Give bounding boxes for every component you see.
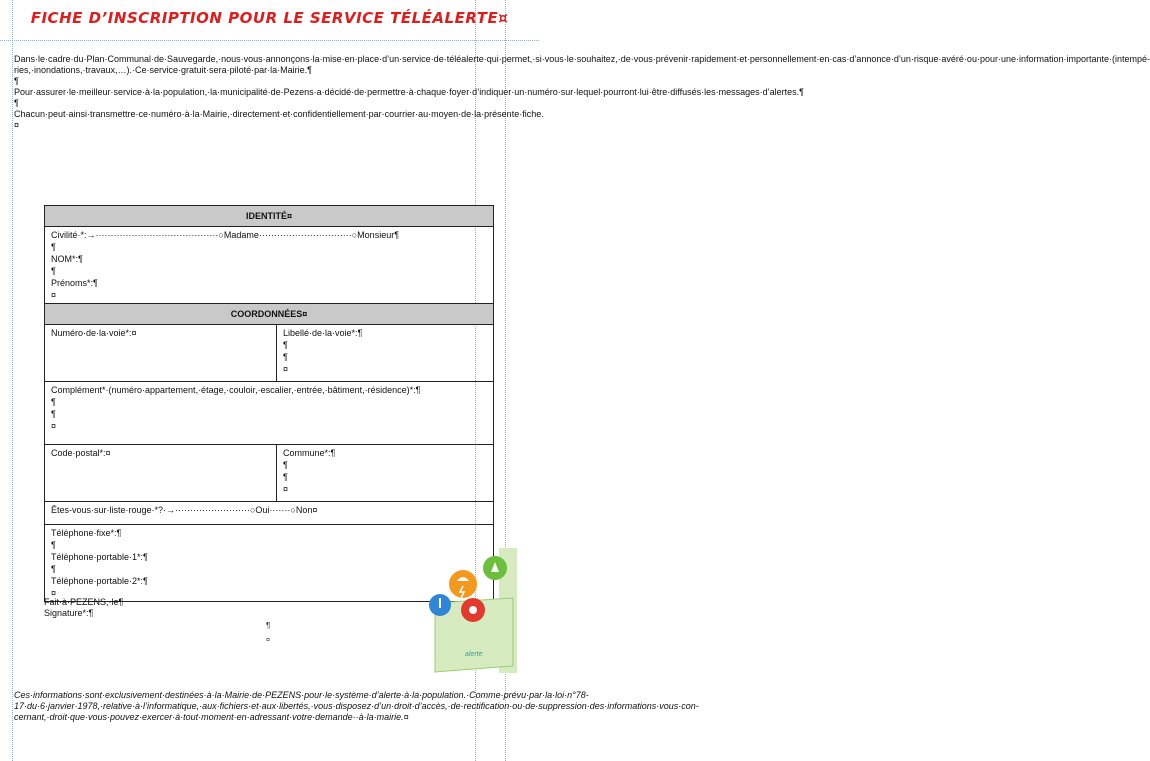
prenoms-field[interactable]: Prénoms*:¶	[51, 278, 98, 288]
signature-block	[44, 597, 123, 619]
tel-portable-2-label: Téléphone·portable·2*:¶	[51, 576, 148, 586]
intro-paragraph-mark: ¶	[14, 76, 19, 86]
alert-caption: alerte	[465, 651, 483, 658]
fait-a-line[interactable]: Fait·à·PEZENS,·le¶	[44, 597, 124, 607]
cell-end-mark: ¤	[266, 637, 270, 644]
intro-text	[14, 54, 1150, 131]
sun-icon	[469, 606, 477, 614]
voie-row	[45, 325, 493, 382]
cell-end-mark: ¤	[51, 290, 57, 300]
cell-end-mark: ¤	[51, 421, 57, 431]
commune-row	[45, 445, 493, 502]
nom-field[interactable]: NOM*:¶	[51, 254, 83, 264]
intro-paragraph-2: Pour·assurer·le·meilleur·service·à·la·population,·la·municipalité·de·Pezens·a·décidé·de·permettre·à·chaque·foyer·d’indiquer·un·numéro·sur·lequel·pourront·lui·être·diffusés·les·messages·d’alertes.¶	[14, 87, 804, 97]
paragraph-mark: ¶	[51, 564, 56, 574]
identite-block	[45, 227, 493, 304]
alert-illustration-svg	[427, 548, 519, 673]
identite-header: IDENTITÉ¤	[45, 206, 493, 227]
complement-label: Complément*·(numéro·appartement,·étage,·couloir,·escalier,·entrée,·bâtiment,·résidence)*:¶	[51, 385, 421, 395]
tel-fixe-label: Téléphone·fixe*:¶	[51, 528, 122, 538]
commune-label: Commune*:¶	[283, 448, 336, 458]
cell-end-mark: ¤	[283, 364, 289, 374]
signature-line[interactable]: Signature*:¶	[44, 608, 94, 618]
alert-illustration	[427, 548, 519, 673]
paragraph-mark: ¶	[283, 340, 288, 350]
telephone-block[interactable]	[45, 525, 493, 601]
thermometer-icon	[439, 598, 441, 608]
commune-field[interactable]	[277, 445, 493, 501]
paragraph-mark: ¶	[51, 540, 56, 550]
margin-guide-top	[0, 40, 539, 41]
complement-field[interactable]	[45, 382, 493, 445]
intro-paragraph-3: Chacun·peut·ainsi·transmettre·ce·numéro·à·la·Mairie,·directement·et·confidentiellement·par·courrier·au·moyen·de·la·présente·fiche.¤	[14, 109, 544, 130]
page-title: FICHE D’INSCRIPTION POUR LE SERVICE TÉLÉALERTE¤	[30, 9, 509, 27]
cell-end-mark: ¤	[283, 484, 289, 494]
intro-paragraph-mark: ¶	[14, 98, 19, 108]
paragraph-mark: ¶	[51, 409, 56, 419]
liste-rouge-label: Êtes-vous·sur·liste·rouge·*?·→·························○Oui·······○Non¤	[51, 505, 318, 515]
civilite-field[interactable]: Civilité·*:→·········································○Madame·······························○Monsieur¶	[51, 230, 400, 240]
liste-rouge-field[interactable]	[45, 502, 493, 525]
numero-voie-label: Numéro·de·la·voie*:¤	[51, 328, 137, 338]
libelle-voie-field[interactable]	[277, 325, 493, 381]
tel-portable-1-label: Téléphone·portable·1*:¶	[51, 552, 148, 562]
paragraph-mark: ¶	[283, 460, 288, 470]
paragraph-mark: ¶	[283, 352, 288, 362]
cell-end-mark: ¤	[51, 588, 57, 598]
margin-guide-left	[12, 0, 13, 761]
paragraph-mark: ¶	[51, 266, 56, 276]
paragraph-mark: ¶	[51, 397, 56, 407]
code-postal-label: Code·postal*:¤	[51, 448, 111, 458]
registration-form-table	[44, 205, 494, 602]
legal-notice: Ces·informations·sont·exclusivement·destinées·à·la·Mairie·de·PEZENS·pour·le·système·d’alerte·à·la·population.·Comme·prévu·par·la·loi·n°78-17·du·6·janvier·1978,·relative·à·l’informatique,·aux·fichiers·et·aux·libertés,·vous·disposez·d’un·droit·d’accès,·de·rectification·ou·de·suppression·des·informations·vous·con-cernant,·droit·que·vous·pouvez·exercer·à·tout·moment·en·adressant·votre·demande··à·la·mairie.¤	[14, 690, 699, 722]
code-postal-field[interactable]	[45, 445, 277, 501]
intro-paragraph-1: Dans·le·cadre·du·Plan·Communal·de·Sauvegarde,·nous·vous·annonçons·la·mise·en·place·d’un·service·de·téléalerte·qui·permet,·si·vous·le·souhaitez,·de·vous·prévenir·rapidement·et·personnellement·en·cas·d’annonce·d’un·risque·avéré·ou·pour·une·information·importante·(intempé-ries,·inondations,·travaux,…).·Ce·service·gratuit·sera·piloté·par·la·Mairie.¶	[14, 54, 1150, 75]
libelle-voie-label: Libellé·de·la·voie*:¶	[283, 328, 363, 338]
numero-voie-field[interactable]	[45, 325, 277, 381]
coordonnees-header: COORDONNÉES¤	[45, 304, 493, 325]
paragraph-mark: ¶	[283, 472, 288, 482]
paragraph-mark: ¶	[51, 242, 56, 252]
paragraph-mark: ¶	[266, 621, 271, 630]
